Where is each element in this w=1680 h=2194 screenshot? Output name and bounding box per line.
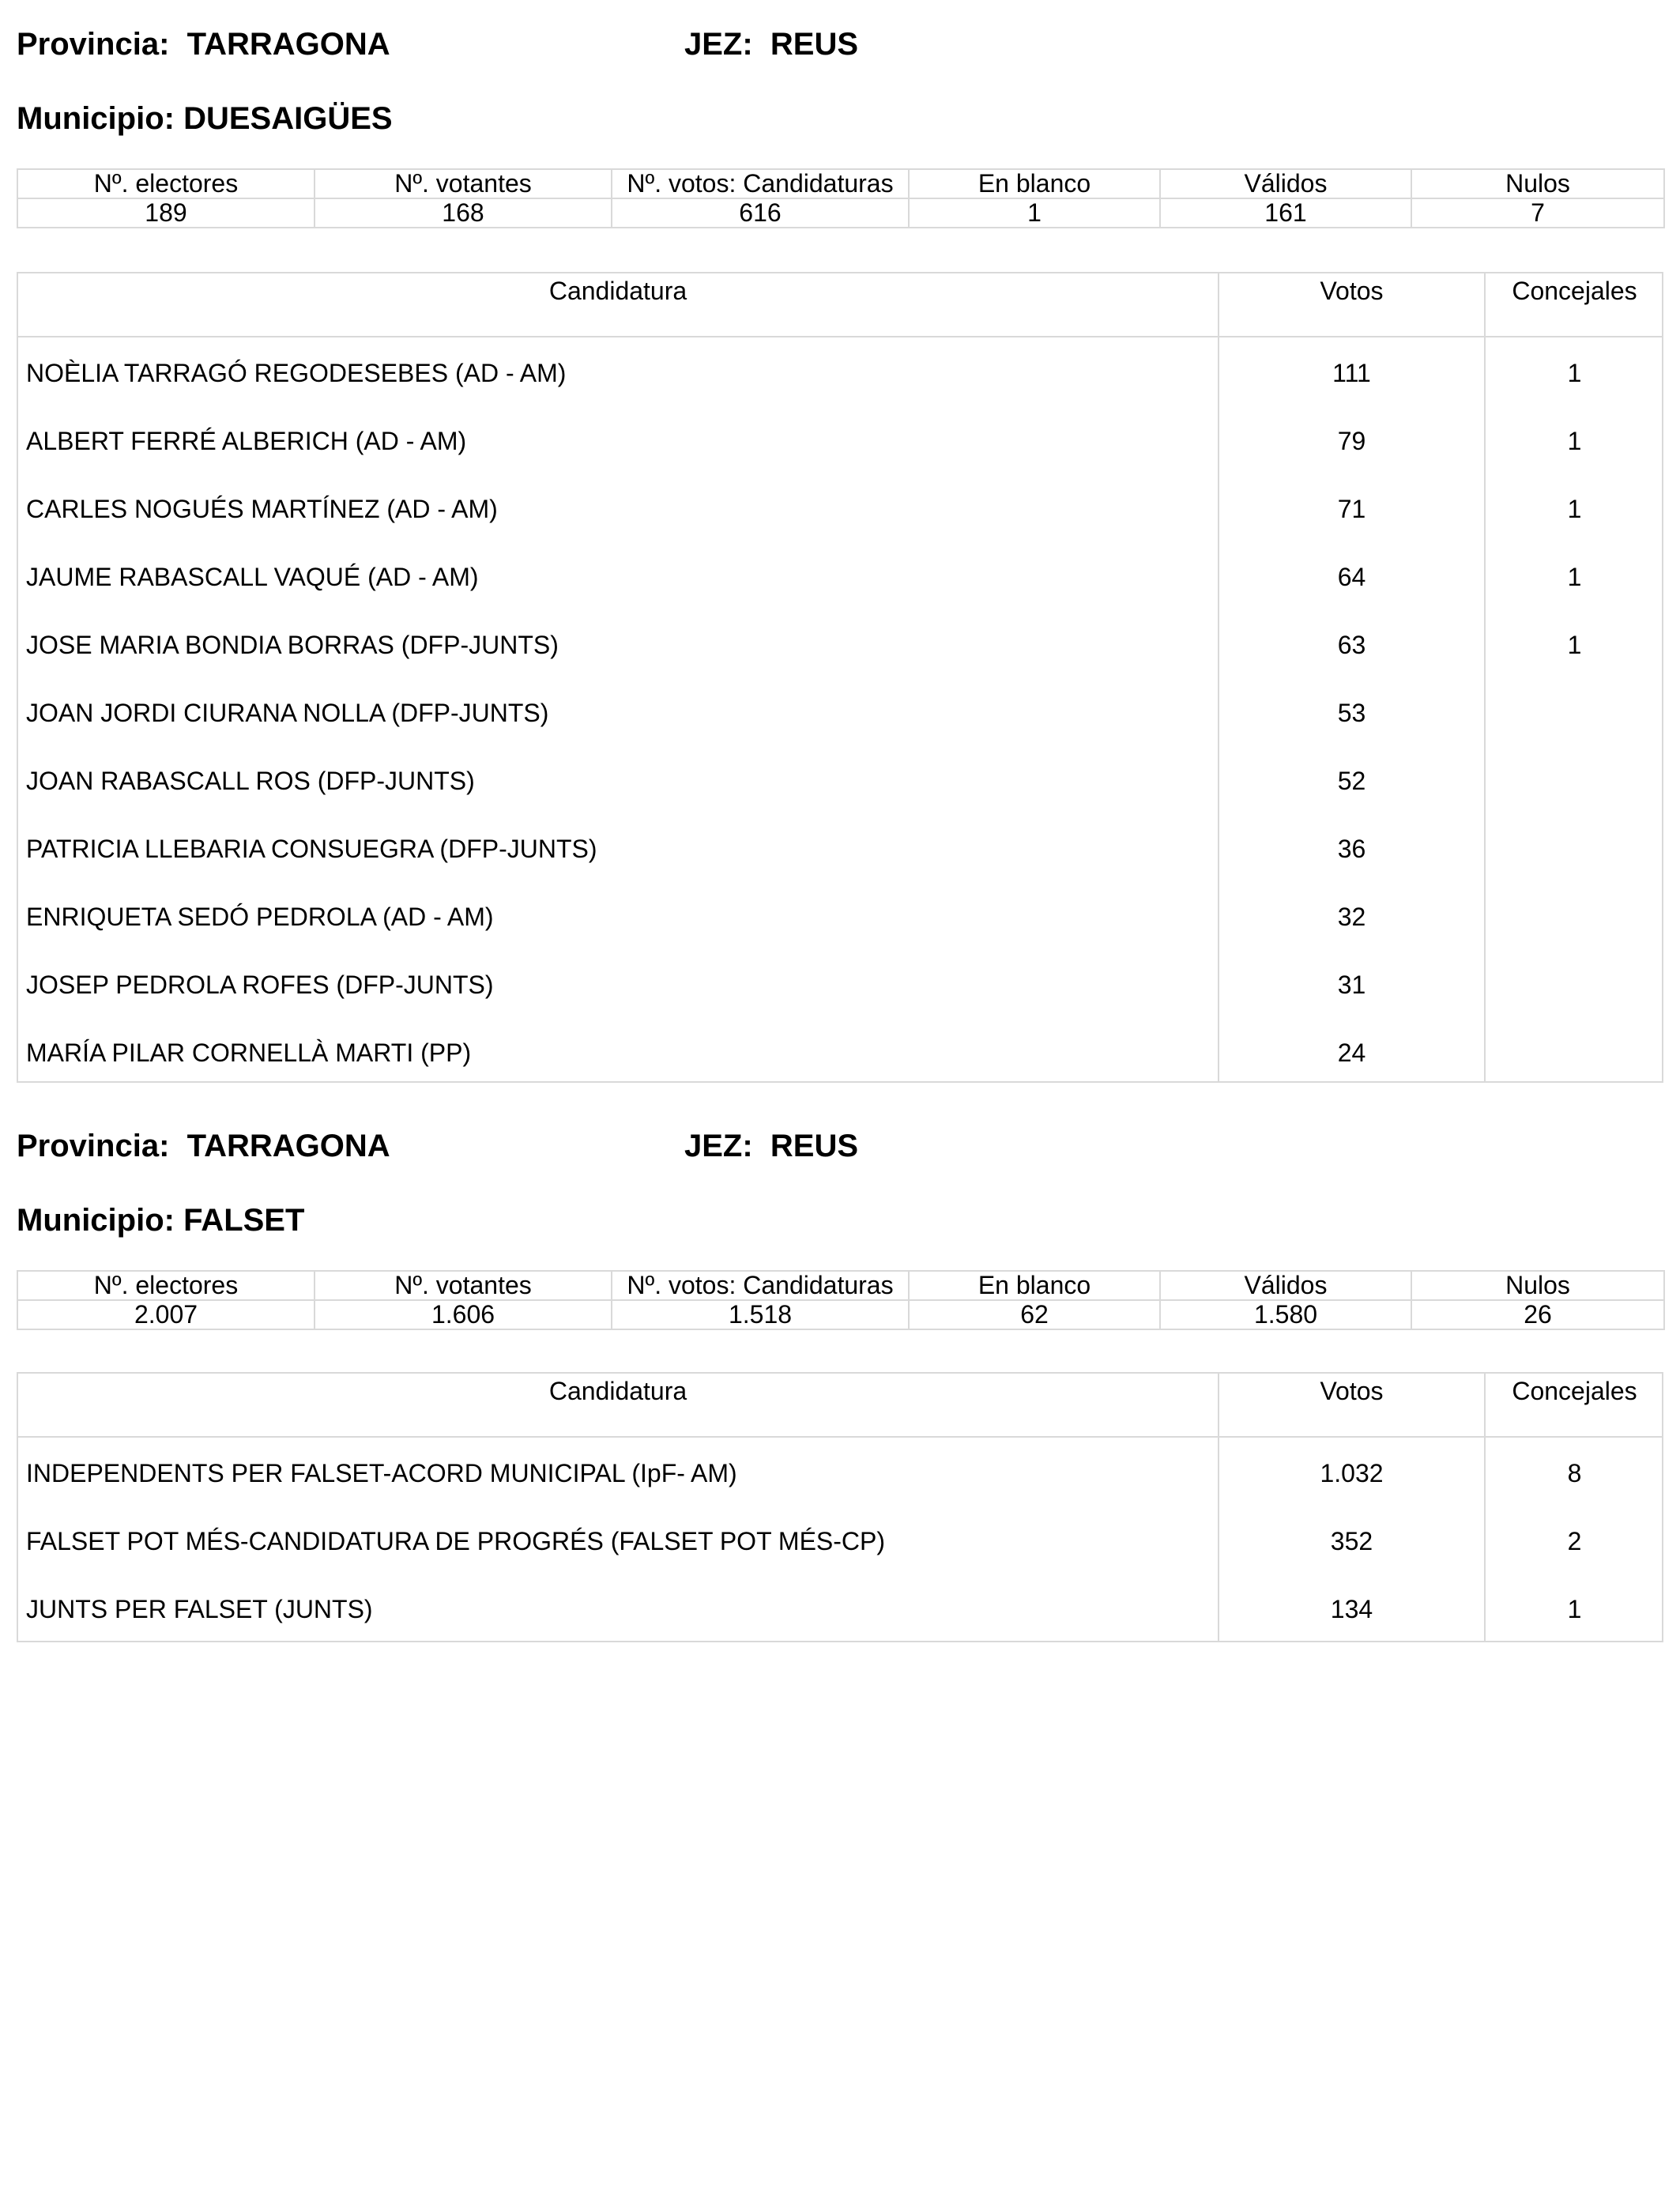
header-votos: Votos [1320, 1377, 1384, 1405]
candidate-concejales: 1 [1567, 631, 1582, 659]
summary-header-votantes: Nº. votantes [315, 169, 612, 198]
candidate-concejales: 1 [1567, 563, 1582, 591]
candidate-row [18, 815, 1662, 883]
summary-header-en-blanco: En blanco [909, 169, 1160, 198]
provincia-heading: Provincia: TARRAGONA [17, 27, 390, 62]
candidate-row [18, 475, 1662, 543]
municipio-section-duesaigues [0, 0, 1680, 1091]
summary-value-validos: 161 [1160, 198, 1411, 228]
candidate-concejales: 2 [1567, 1527, 1582, 1555]
results-header-row [18, 1374, 1662, 1438]
candidate-name: JOSE MARIA BONDIA BORRAS (DFP-JUNTS) [26, 631, 559, 659]
summary-value-row [17, 198, 1664, 228]
municipio-heading: Municipio: FALSET [17, 1203, 305, 1238]
candidate-votes: 31 [1337, 971, 1366, 999]
summary-value-validos: 1.580 [1160, 1300, 1411, 1329]
candidate-row [18, 1439, 1662, 1507]
summary-header-votos-candidaturas: Nº. votos: Candidaturas [612, 169, 909, 198]
candidate-name: JOSEP PEDROLA ROFES (DFP-JUNTS) [26, 971, 494, 999]
summary-value-votos-candidaturas: 616 [612, 198, 909, 228]
candidate-row [18, 611, 1662, 679]
summary-value-en-blanco: 62 [909, 1300, 1160, 1329]
summary-value-electores: 2.007 [17, 1300, 315, 1329]
candidate-votes: 79 [1337, 427, 1366, 455]
provincia-heading: Provincia: TARRAGONA [17, 1129, 390, 1163]
candidate-votes: 352 [1330, 1527, 1373, 1555]
candidate-votes: 53 [1337, 699, 1366, 727]
candidate-row [18, 543, 1662, 611]
candidate-votes: 64 [1337, 563, 1366, 591]
candidate-concejales: 1 [1567, 427, 1582, 455]
candidate-concejales: 1 [1567, 1595, 1582, 1623]
summary-header-votos-candidaturas: Nº. votos: Candidaturas [612, 1271, 909, 1300]
candidate-name: JAUME RABASCALL VAQUÉ (AD - AM) [26, 563, 479, 591]
candidate-votes: 63 [1337, 631, 1366, 659]
candidate-row [18, 951, 1662, 1019]
summary-header-row [17, 169, 1664, 198]
candidate-row [18, 747, 1662, 815]
candidate-row [18, 407, 1662, 475]
candidate-name: JUNTS PER FALSET (JUNTS) [26, 1595, 373, 1623]
header-concejales: Concejales [1512, 1377, 1637, 1405]
summary-header-votantes: Nº. votantes [315, 1271, 612, 1300]
candidate-name: NOÈLIA TARRAGÓ REGODESEBES (AD - AM) [26, 359, 567, 387]
candidate-name: PATRICIA LLEBARIA CONSUEGRA (DFP-JUNTS) [26, 835, 597, 863]
results-table [17, 1372, 1663, 1642]
header-concejales: Concejales [1512, 277, 1637, 305]
summary-value-electores: 189 [17, 198, 315, 228]
summary-header-validos: Válidos [1160, 169, 1411, 198]
summary-header-electores: Nº. electores [17, 169, 315, 198]
header-candidatura: Candidatura [548, 277, 687, 305]
summary-value-en-blanco: 1 [909, 198, 1160, 228]
candidate-name: MARÍA PILAR CORNELLÀ MARTI (PP) [26, 1039, 472, 1067]
candidate-row [18, 1507, 1662, 1575]
candidate-row [18, 679, 1662, 747]
jez-heading: JEZ: REUS [684, 1129, 859, 1163]
candidate-row [18, 1575, 1662, 1643]
candidate-name: JOAN JORDI CIURANA NOLLA (DFP-JUNTS) [26, 699, 549, 727]
summary-header-nulos: Nulos [1411, 1271, 1664, 1300]
candidate-name: ALBERT FERRÉ ALBERICH (AD - AM) [26, 427, 467, 455]
candidate-row [18, 883, 1662, 951]
summary-header-validos: Válidos [1160, 1271, 1411, 1300]
candidate-name: ENRIQUETA SEDÓ PEDROLA (AD - AM) [26, 903, 494, 931]
candidate-votes: 32 [1337, 903, 1366, 931]
candidate-name: JOAN RABASCALL ROS (DFP-JUNTS) [26, 767, 475, 795]
candidate-concejales: 8 [1567, 1459, 1582, 1487]
summary-value-votos-candidaturas: 1.518 [612, 1300, 909, 1329]
summary-value-nulos: 26 [1411, 1300, 1664, 1329]
candidate-votes: 36 [1337, 835, 1366, 863]
summary-table [17, 168, 1665, 228]
candidate-votes: 1.032 [1320, 1459, 1384, 1487]
candidate-name: FALSET POT MÉS-CANDIDATURA DE PROGRÉS (FALSET POT MÉS-CP) [26, 1527, 886, 1555]
candidate-votes: 71 [1337, 495, 1366, 523]
summary-header-nulos: Nulos [1411, 169, 1664, 198]
summary-table [17, 1270, 1665, 1330]
municipio-heading: Municipio: DUESAIGÜES [17, 101, 393, 136]
candidate-votes: 24 [1337, 1039, 1366, 1067]
candidate-row [18, 1019, 1662, 1087]
candidate-concejales: 1 [1567, 495, 1582, 523]
summary-value-nulos: 7 [1411, 198, 1664, 228]
candidate-name: CARLES NOGUÉS MARTÍNEZ (AD - AM) [26, 495, 498, 523]
summary-header-electores: Nº. electores [17, 1271, 315, 1300]
results-header-row [18, 273, 1662, 337]
results-table [17, 272, 1663, 1083]
jez-heading: JEZ: REUS [684, 27, 859, 62]
candidate-name: INDEPENDENTS PER FALSET-ACORD MUNICIPAL (IpF- AM) [26, 1459, 737, 1487]
summary-value-votantes: 1.606 [315, 1300, 612, 1329]
candidate-votes: 111 [1332, 359, 1371, 387]
header-votos: Votos [1320, 277, 1384, 305]
candidate-row [18, 339, 1662, 407]
summary-header-en-blanco: En blanco [909, 1271, 1160, 1300]
candidate-votes: 134 [1330, 1595, 1373, 1623]
summary-value-votantes: 168 [315, 198, 612, 228]
summary-header-row [17, 1271, 1664, 1300]
header-candidatura: Candidatura [548, 1377, 687, 1405]
candidate-votes: 52 [1337, 767, 1366, 795]
summary-value-row [17, 1300, 1664, 1329]
municipio-section-falset [0, 1102, 1680, 1655]
candidate-concejales: 1 [1567, 359, 1582, 387]
